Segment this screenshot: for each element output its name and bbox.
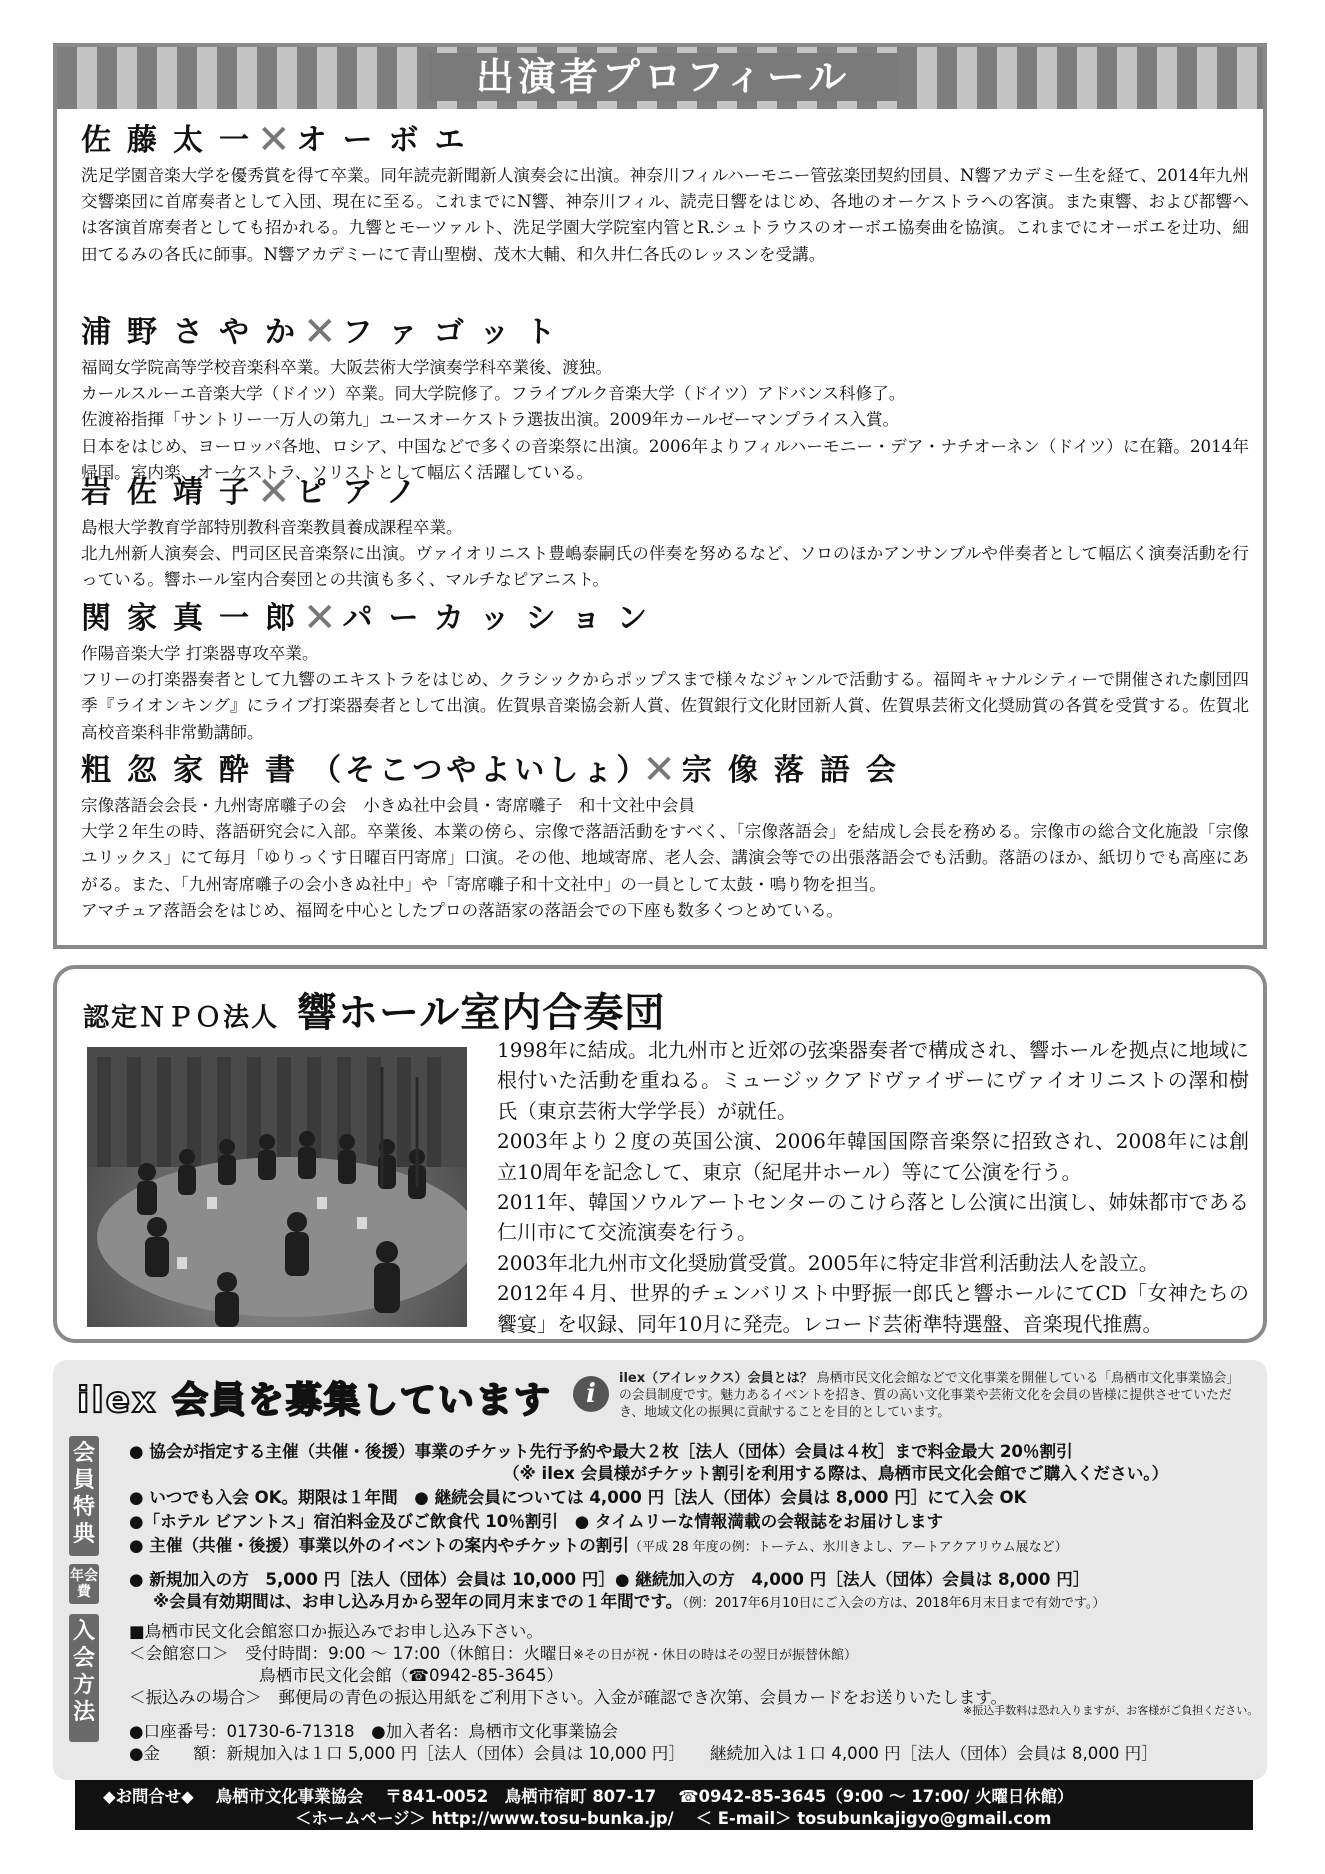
- benefit-item: ● いつでも入会 OK。期限は１年間 ● 継続会員については 4,000 円［法人（団体）会員は 8,000 円］にて入会 OK: [129, 1488, 1027, 1507]
- performer-instrument: 宗像落語会: [681, 753, 912, 788]
- howto-account: ●口座番号：01730-6-71318 ●加入者名：鳥栖市文化事業協会: [129, 1722, 618, 1741]
- performer-name: 岩佐靖子: [81, 475, 265, 510]
- benefit-example: （平成 28 年度の例：トーテム、氷川きよし、アートアクアリウム展など）: [628, 1540, 1068, 1555]
- bio-paragraph: 佐渡裕指揮「サントリー一万人の第九」ユースオーケストラ選抜出演。2009年カールゼーマンプライス入賞。: [81, 410, 900, 430]
- benefit-item-text: ● 主催（共催・後援）事業以外のイベントの案内やチケットの割引: [129, 1536, 629, 1555]
- cross-icon: ✕: [303, 595, 337, 641]
- ilex-about-body: 鳥栖市民文化会館などで文化事業を開催している「鳥栖市文化事業協会」の会員制度です。魅力あるイベントを招き、質の高い文化事業や芸術文化を会員の皆様に提供させていただき、地域文化の振興に貢献することを目的としています。: [619, 1371, 1240, 1420]
- ilex-title: ilex 会員を募集しています: [77, 1380, 552, 1421]
- performer-name: 佐藤太一: [81, 123, 265, 158]
- bio-paragraph: 大学２年生の時、落語研究会に入部。卒業後、本業の傍ら、宗像で落語活動をすべく、「宗像落語会」を結成し会長を務める。宗像市の総合文化施設「宗像ユリックス」にて毎月「ゆりっくす日曜百円寄席」口演。その他、地域寄席、老人会、講演会等での出張落語会でも活動。落語のほか、紙切りでも高座にあがる。また、「九州寄席囃子の会小きぬ社中」や「寄席囃子和十文社中」の一員として太鼓・鳴り物を担当。: [81, 822, 1249, 894]
- performer-heading: [81, 595, 1249, 641]
- orchestra-paragraph: 2003年より２度の英国公演、2006年韓国国際音楽祭に招致され、2008年には創立10周年を記念して、東京（紀尾井ホール）等にて公演を行う。: [497, 1129, 1249, 1184]
- orchestra-name: 響ホール室内合奏団: [297, 989, 666, 1036]
- bio-paragraph: 島根大学教育学部特別教科音楽教員養成課程卒業。: [81, 518, 463, 537]
- info-icon: i: [573, 1376, 609, 1412]
- benefit-item: ●「ホテル ビアントス」宿泊料金及びご飲食代 10％割引 ● タイムリーな情報満載の会報誌をお届けします: [129, 1512, 944, 1531]
- bio-paragraph: 北九州新人演奏会、門司区民音楽祭に出演。ヴァイオリニスト豊嶋泰嗣氏の伴奏を努めるなど、ソロのほかアンサンブルや伴奏者として幅広く演奏活動を行っている。響ホール室内合奏団との共演も多く、マルチなピアニスト。: [81, 544, 1249, 590]
- bio-paragraph: 洗足学園音楽大学を優秀賞を得て卒業。同年読売新聞新人演奏会に出演。神奈川フィルハーモニー管弦楽団契約団員、N響アカデミー生を経て、2014年九州交響楽団に首席奏者として入団、現在に至る。これまでにN響、神奈川フィル、読売日響をはじめ、各地のオーケストラへの客演。また東響、および都響へは客演首席奏者としても招かれる。九響とモーツァルト、洗足学園大学院室内管とR.シュトラウスのオーボエ協奏曲を協演。これまでにオーボエを辻功、細田てるみの各氏に師事。N響アカデミーにて青山聖樹、茂木大輔、和久井仁各氏のレッスンを受講。: [81, 166, 1249, 264]
- section-banner: [57, 47, 1263, 109]
- bio-paragraph: 福岡女学院高等学校音楽科卒業。大阪芸術大学演奏学科卒業後、渡独。: [81, 358, 612, 377]
- performer-instrument: ピアノ: [296, 475, 433, 510]
- counter-holiday-note: ※その日が祝・休日の時はその翌日が振替休館）: [573, 1648, 858, 1663]
- tab-annual-fee: 年会費: [69, 1564, 99, 1604]
- orchestra-section: [53, 965, 1267, 1343]
- contact-line-2: [295, 1805, 1051, 1829]
- performer-instrument: ファゴット: [342, 315, 572, 350]
- orchestra-paragraph: 2003年北九州市文化奨励賞受賞。2005年に特定非営利活動法人を設立。: [497, 1250, 1159, 1275]
- benefit-note: （※ ilex 会員様がチケット割引を利用する際は、鳥栖市民文化会館でご購入ください。）: [503, 1464, 1169, 1483]
- ilex-about: [619, 1370, 1249, 1421]
- performer-bio: [81, 355, 1249, 486]
- contact-label: ◆お問合せ◆: [103, 1787, 194, 1806]
- howto-amount: ●金 額：新規加入は１口 5,000 円［法人（団体）会員は 10,000 円］ 継続加入は１口 4,000 円［法人（団体）会員は 8,000 円］: [129, 1744, 1158, 1763]
- cross-icon: ✕: [303, 309, 337, 355]
- tab-how-to-join: 入会方法: [69, 1614, 99, 1742]
- bio-paragraph: フリーの打楽器奏者として九響のエキストラをはじめ、クラシックからポップスまで様々なジャンルで活動する。福岡キャナルシティーで開催された劇団四季『ライオンキング』にライブ打楽器奏者として出演。佐賀県音楽協会新人賞、佐賀銀行文化財団新人賞、佐賀県芸術文化奨励賞の各賞を受賞する。佐賀北高校音楽科非常勤講師。: [81, 670, 1249, 742]
- performer-reading: （そこつやよいしょ）: [311, 753, 651, 788]
- performer-heading: [81, 469, 1249, 515]
- orchestra-title-prefix: 認定ＮＰＯ法人: [83, 1003, 280, 1033]
- cross-icon: ✕: [642, 747, 676, 793]
- cross-icon: ✕: [257, 117, 291, 163]
- transfer-fee-note: ※振込手数料は恐れ入りますが、お客様がご負担ください。: [963, 1704, 1259, 1717]
- performer-bio: [81, 163, 1249, 268]
- email-link[interactable]: ＜ E-mail＞ tosubunkajigyo@gmail.com: [695, 1809, 1052, 1828]
- orchestra-paragraph: 2012年４月、世界的チェンバリスト中野振一郎氏と響ホールにてCD「女神たちの饗宴」を収録、同年10月に発売。レコード芸術準特選盤、音楽現代推薦。: [497, 1281, 1249, 1336]
- fee-item: ● 新規加入の方 5,000 円［法人（団体）会員は 10,000 円］● 継続加入の方 4,000 円［法人（団体）会員は 8,000 円］: [129, 1570, 1090, 1589]
- performer-instrument: パーカッション: [342, 601, 664, 636]
- fee-example: （例：2017年6月10日にご入会の方は、2018年6月末日まで有効です。）: [682, 1596, 1106, 1611]
- orchestra-paragraph: 2011年、韓国ソウルアートセンターのこけら落とし公演に出演し、姉妹都市である仁川市にて交流演奏を行う。: [497, 1190, 1249, 1245]
- howto-transfer: ＜振込みの場合＞ 郵便局の青色の振込用紙をご利用下さい。入金が確認でき次第、会員カードをお送りいたします。: [129, 1688, 1008, 1707]
- performer-name: 関家真一郎: [81, 601, 311, 636]
- orchestra-photo: [87, 1047, 467, 1327]
- performer-instrument: オーボエ: [296, 123, 481, 158]
- fee-validity: ※会員有効期間は、お申し込み月から翌年の同月末までの１年間です。: [153, 1592, 683, 1611]
- ensemble-photo-illustration: [87, 1047, 467, 1327]
- performer-profiles-section: [53, 43, 1267, 949]
- contact-phone: ☎0942-85-3645（9:00 ～ 17:00/ 火曜日休館）: [678, 1787, 1074, 1806]
- orchestra-description: [497, 1035, 1249, 1339]
- ilex-membership-section: [53, 1360, 1267, 1780]
- performer-bio: [81, 793, 1249, 924]
- tab-member-benefits: 会員特典: [69, 1436, 99, 1556]
- banner-title: 出演者プロフィール: [429, 53, 897, 101]
- bio-paragraph: カールスルーエ音楽大学（ドイツ）卒業。同大学院修了。フライブルク音楽大学（ドイツ）アドバンス科修了。: [81, 384, 906, 404]
- benefit-item: [129, 1532, 1068, 1556]
- contact-bar: [75, 1780, 1253, 1830]
- contact-address: 〒841-0052 鳥栖市宿町 807-17: [385, 1787, 657, 1806]
- performer-heading: [81, 309, 1249, 355]
- ilex-about-lead: ilex（アイレックス）会員とは？: [619, 1371, 813, 1386]
- contact-org: 鳥栖市文化事業協会: [215, 1787, 364, 1806]
- performer-profile: [81, 309, 1249, 486]
- benefit-item: ● 協会が指定する主催（共催・後援）事業のチケット先行予約や最大２枚［法人（団体）会員は４枚］まで料金最大 20％割引: [129, 1442, 1073, 1461]
- bio-paragraph: 日本をはじめ、ヨーロッパ各地、ロシア、中国などで多くの音楽祭に出演。2006年よりフィルハーモニー・デア・ナチオーネン（ドイツ）に在籍。2014年帰国。室内楽、オーケストラ、ソリストとして幅広く活躍している。: [81, 436, 1249, 482]
- performer-profile: [81, 117, 1249, 268]
- orchestra-paragraph: 1998年に結成。北九州市と近郊の弦楽器奏者で構成され、響ホールを拠点に地域に根付いた活動を重ねる。ミュージックアドヴァイザーにヴァイオリニストの澤和樹氏（東京芸術大学学長）が就任。: [497, 1038, 1249, 1123]
- counter-hours: ＜会館窓口＞ 受付時間：9:00 ～ 17:00（休館日：火曜日: [129, 1644, 574, 1663]
- howto-counter: [129, 1640, 857, 1664]
- bio-paragraph: 宗像落語会会長・九州寄席囃子の会 小きぬ社中会員・寄席囃子 和十文社中会員: [81, 796, 695, 815]
- performer-profile: [81, 595, 1249, 746]
- orchestra-title: [83, 981, 665, 1038]
- performer-heading: [81, 117, 1249, 163]
- performer-bio: [81, 641, 1249, 746]
- bio-paragraph: アマチュア落語会をはじめ、福岡を中心としたプロの落語家の落語会での下座も数多くつとめている。: [81, 900, 844, 920]
- performer-bio: [81, 515, 1249, 594]
- performer-name: 浦野さやか: [81, 315, 311, 350]
- performer-profile: [81, 747, 1249, 924]
- contact-line-1: [103, 1783, 1073, 1807]
- performer-heading: [81, 747, 1249, 793]
- performer-profile: [81, 469, 1249, 594]
- fee-note: [153, 1588, 1105, 1612]
- counter-venue: 鳥栖市民文化会館（☎0942-85-3645）: [259, 1666, 564, 1685]
- howto-intro: ■鳥栖市民文化会館窓口か振込みでお申し込み下さい。: [129, 1622, 543, 1641]
- performer-name: 粗忽家酔書: [81, 753, 311, 788]
- homepage-link[interactable]: ＜ホームページ＞ http://www.tosu-bunka.jp/: [295, 1809, 674, 1828]
- cross-icon: ✕: [257, 469, 291, 515]
- bio-paragraph: 作陽音楽大学 打楽器専攻卒業。: [81, 644, 319, 663]
